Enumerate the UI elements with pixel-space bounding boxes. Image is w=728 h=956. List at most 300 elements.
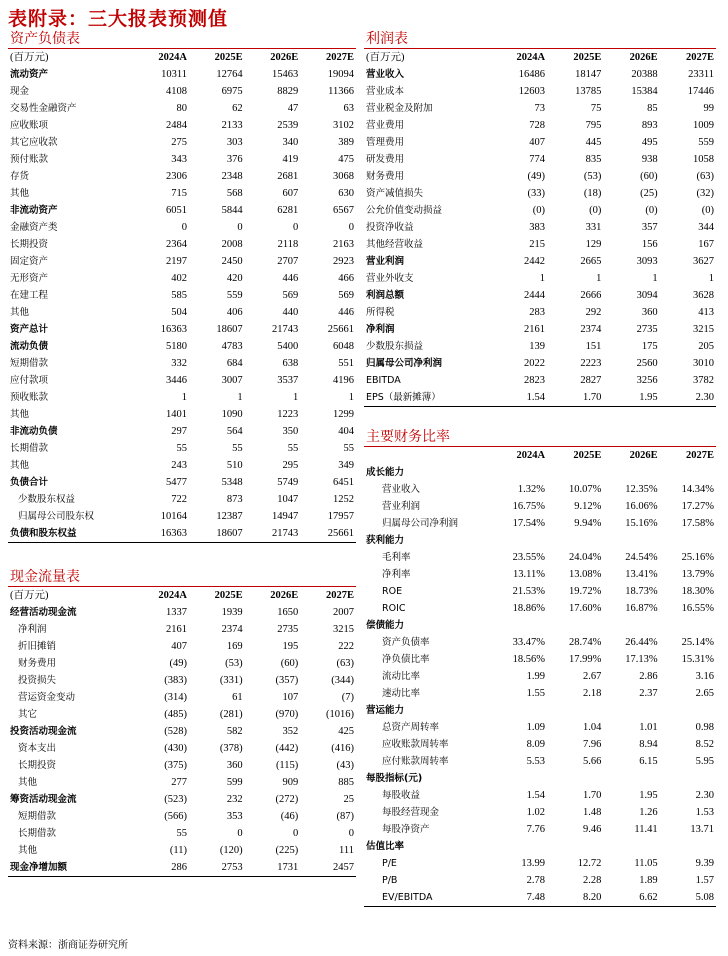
row-value: 630 — [338, 188, 354, 199]
row-value: 5348 — [221, 477, 243, 488]
row-value: 599 — [226, 777, 243, 788]
row-label: 每股指标(元) — [366, 773, 423, 784]
row-value: 3093 — [636, 256, 658, 267]
table-row — [364, 617, 716, 634]
row-value: 466 — [338, 273, 354, 284]
row-value: 1.89 — [639, 875, 658, 886]
table-row — [8, 185, 356, 202]
row-value: 0 — [237, 828, 243, 839]
row-value: 12603 — [518, 86, 546, 97]
row-value — [603, 770, 659, 787]
row-label: 成长能力 — [366, 467, 405, 478]
table-row — [8, 706, 356, 723]
row-value: 2665 — [580, 256, 602, 267]
table-row — [8, 491, 356, 508]
row-value: 25.16% — [681, 552, 714, 563]
row-value: 2008 — [221, 239, 243, 250]
row-value: 111 — [339, 845, 354, 856]
column-header: 2027E — [325, 590, 354, 601]
row-value: 1 — [181, 392, 187, 403]
row-value: 406 — [226, 307, 243, 318]
row-value: 9.46 — [582, 824, 602, 835]
row-value: 585 — [171, 290, 187, 301]
row-value: 7.48 — [491, 889, 547, 907]
row-value: 1 — [708, 273, 714, 284]
row-value: 10.07% — [568, 484, 602, 495]
column-header: 2025E — [573, 450, 602, 461]
row-value: 6451 — [333, 477, 354, 488]
row-value: 107 — [282, 692, 299, 703]
source-note: 资料来源：浙商证券研究所 — [8, 940, 128, 951]
row-value: 1299 — [333, 409, 354, 420]
row-value: 19.72% — [568, 586, 602, 597]
table-row — [8, 525, 356, 543]
table-row — [364, 753, 716, 770]
table-row — [364, 685, 716, 702]
row-value: 13.79% — [681, 569, 714, 580]
income-statement-table — [364, 49, 716, 407]
row-value: 17.58% — [681, 518, 714, 529]
table-row — [364, 83, 716, 100]
row-value — [660, 617, 716, 634]
row-value: 495 — [641, 137, 658, 148]
table-row — [364, 185, 716, 202]
table-row — [8, 236, 356, 253]
row-value: 151 — [585, 341, 602, 352]
row-value: 1650 — [277, 607, 299, 618]
row-value: 24.54% — [625, 552, 658, 563]
row-value: 349 — [338, 460, 354, 471]
row-value: 3446 — [165, 375, 187, 386]
row-value: 11.05 — [634, 858, 658, 869]
row-value: 13.41% — [625, 569, 658, 580]
row-value: 12764 — [216, 69, 243, 80]
row-value: 2118 — [277, 239, 299, 250]
table-row — [364, 481, 716, 498]
table-row — [8, 440, 356, 457]
row-value: 222 — [338, 641, 354, 652]
row-label: 所得税 — [366, 307, 395, 318]
table-row — [8, 423, 356, 440]
row-value: 1 — [652, 273, 658, 284]
row-label: 获利能力 — [366, 535, 405, 546]
row-value: 16.87% — [625, 603, 658, 614]
row-value: (0) — [532, 205, 546, 216]
row-value: 73 — [534, 103, 546, 114]
row-value — [660, 464, 716, 481]
row-value: 275 — [171, 137, 187, 148]
row-value: 3010 — [693, 358, 714, 369]
row-value — [660, 838, 716, 855]
row-label: 现金 — [10, 86, 30, 97]
row-label: EBITDA — [366, 375, 401, 386]
row-value: 13.11% — [513, 569, 546, 580]
row-label: 营业利润 — [382, 501, 421, 512]
row-label: 财务费用 — [366, 171, 405, 182]
row-value: 15463 — [272, 69, 299, 80]
row-value — [603, 532, 659, 549]
row-value: 1.48 — [582, 807, 602, 818]
table-row — [364, 872, 716, 889]
row-value: (0) — [645, 205, 658, 216]
row-label: 估值比率 — [366, 841, 405, 852]
table-row — [8, 457, 356, 474]
row-label: 应付账款周转率 — [382, 756, 449, 767]
row-value: 360 — [641, 307, 658, 318]
row-label: 无形资产 — [10, 273, 49, 284]
row-value: 2923 — [333, 256, 354, 267]
row-label: 流动资产 — [10, 69, 49, 80]
table-row — [364, 498, 716, 515]
row-value: 15384 — [631, 86, 658, 97]
row-value: (120) — [219, 845, 243, 856]
table-row — [364, 389, 716, 407]
row-value: 569 — [338, 290, 354, 301]
row-value: 1337 — [165, 607, 187, 618]
cashflow-table — [8, 587, 356, 877]
row-label: 流动负债 — [10, 341, 49, 352]
row-value: 1939 — [221, 607, 243, 618]
row-value — [547, 838, 603, 855]
row-value — [603, 702, 659, 719]
row-label: 资本支出 — [18, 743, 57, 754]
row-value: 2681 — [277, 171, 299, 182]
row-value: 1223 — [277, 409, 299, 420]
row-value: 19094 — [327, 69, 354, 80]
row-value — [491, 702, 547, 719]
row-label: 交易性金融资产 — [10, 103, 77, 114]
table-row — [8, 825, 356, 842]
row-value: 303 — [226, 137, 243, 148]
row-value: 63 — [343, 103, 354, 114]
row-value: 3068 — [333, 171, 354, 182]
row-value: 55 — [176, 443, 187, 454]
column-header: 2026E — [270, 590, 299, 601]
row-value: 2444 — [524, 290, 546, 301]
row-label: EV/EBITDA — [364, 889, 491, 907]
row-value: 283 — [529, 307, 546, 318]
row-value: 55 — [232, 443, 243, 454]
table-row — [364, 532, 716, 549]
row-value: (375) — [164, 760, 187, 771]
row-value: (970) — [275, 709, 299, 720]
row-value: 55 — [343, 443, 354, 454]
row-value: 728 — [529, 120, 546, 131]
row-value: 0 — [181, 222, 187, 233]
row-value: 1.26 — [639, 807, 658, 818]
row-label: 总资产周转率 — [382, 722, 440, 733]
row-value: 2707 — [277, 256, 299, 267]
row-value — [660, 702, 716, 719]
row-value: 6.62 — [603, 889, 659, 907]
row-value: 8.52 — [695, 739, 714, 750]
table-row — [8, 774, 356, 791]
cashflow-panel — [8, 568, 356, 877]
row-value: 2.67 — [582, 671, 602, 682]
table-row — [364, 287, 716, 304]
row-value: 2457 — [300, 859, 356, 877]
row-label: 净利率 — [382, 569, 411, 580]
row-value: 353 — [226, 811, 243, 822]
row-value: 55 — [287, 443, 299, 454]
row-value: 10164 — [160, 511, 187, 522]
row-value: (49) — [169, 658, 187, 669]
unit-label: (百万元) — [366, 52, 405, 63]
row-value: 2735 — [636, 324, 658, 335]
row-value: 205 — [698, 341, 714, 352]
row-value: 3627 — [693, 256, 714, 267]
column-header: 2025E — [573, 52, 602, 63]
row-value: 1.70 — [582, 790, 602, 801]
row-value: (18) — [583, 188, 602, 199]
table-row — [8, 808, 356, 825]
table-row — [364, 372, 716, 389]
column-header: 2026E — [270, 52, 299, 63]
row-value: 4783 — [221, 341, 243, 352]
row-value: 1.04 — [582, 722, 602, 733]
row-value: 1.09 — [526, 722, 546, 733]
row-label: 少数股东权益 — [18, 494, 76, 505]
row-value: 2753 — [189, 859, 245, 877]
row-value: 835 — [585, 154, 602, 165]
financial-ratios-title: 主要财务比率 — [364, 428, 716, 447]
row-value: 1.01 — [639, 722, 658, 733]
table-row — [364, 855, 716, 872]
row-value: 0 — [348, 222, 354, 233]
row-value: 0 — [237, 222, 243, 233]
row-label: 长期借款 — [10, 443, 49, 454]
balance-sheet-panel — [8, 30, 356, 543]
row-label: 营运资金变动 — [18, 692, 76, 703]
table-row — [364, 838, 716, 855]
row-value: (566) — [164, 811, 187, 822]
row-label: 其它应收款 — [10, 137, 58, 148]
table-row — [8, 757, 356, 774]
row-value: 2348 — [221, 171, 243, 182]
row-value: 232 — [226, 794, 243, 805]
row-value: 425 — [338, 726, 354, 737]
table-row — [364, 515, 716, 532]
row-value: 885 — [338, 777, 354, 788]
header-row — [364, 49, 716, 66]
row-label: 净负债比率 — [382, 654, 430, 665]
row-value: 2.65 — [695, 688, 714, 699]
table-row — [8, 83, 356, 100]
row-value: 3215 — [333, 624, 354, 635]
row-value: 402 — [171, 273, 187, 284]
row-value: 722 — [171, 494, 187, 505]
row-value: 1 — [348, 392, 354, 403]
row-value: 10311 — [161, 69, 187, 80]
row-value: (357) — [275, 675, 299, 686]
table-row — [364, 566, 716, 583]
row-value: 2484 — [165, 120, 187, 131]
row-value — [491, 617, 547, 634]
row-value: 938 — [641, 154, 658, 165]
row-value: (416) — [331, 743, 354, 754]
row-label: 其他 — [10, 460, 30, 471]
row-value: 6567 — [333, 205, 354, 216]
row-label: 财务费用 — [18, 658, 57, 669]
row-value: 2.30 — [660, 389, 716, 407]
row-value: 16.06% — [625, 501, 658, 512]
row-label: 营业收入 — [382, 484, 421, 495]
table-row — [8, 151, 356, 168]
table-row — [364, 702, 716, 719]
table-row — [364, 253, 716, 270]
row-value: 2823 — [524, 375, 546, 386]
row-value: 774 — [529, 154, 546, 165]
row-value: 277 — [171, 777, 187, 788]
row-value: (53) — [583, 171, 602, 182]
row-value — [491, 838, 547, 855]
row-value: 16486 — [518, 69, 546, 80]
row-value: (378) — [219, 743, 243, 754]
income-statement-title: 利润表 — [364, 30, 716, 49]
row-label: 非流动负债 — [10, 426, 58, 437]
table-row — [364, 117, 716, 134]
row-value: 17.60% — [568, 603, 602, 614]
row-value — [603, 464, 659, 481]
row-value: 3102 — [333, 120, 354, 131]
row-value: 2374 — [221, 624, 243, 635]
row-value — [603, 838, 659, 855]
row-value: 413 — [698, 307, 714, 318]
row-value: (430) — [164, 743, 187, 754]
row-value: 17957 — [327, 511, 354, 522]
table-row — [364, 719, 716, 736]
row-value: 2022 — [524, 358, 546, 369]
row-label: 应收账项 — [10, 120, 49, 131]
row-value: 156 — [641, 239, 658, 250]
table-row — [8, 202, 356, 219]
row-value: 1090 — [221, 409, 243, 420]
row-value: 8.20 — [547, 889, 603, 907]
row-value: 2161 — [524, 324, 546, 335]
column-header: 2024A — [516, 450, 546, 461]
row-value: 568 — [226, 188, 243, 199]
row-value: (442) — [275, 743, 299, 754]
row-value: 15.31% — [681, 654, 714, 665]
row-value: 404 — [338, 426, 354, 437]
row-value: 440 — [282, 307, 299, 318]
row-value: 11366 — [328, 86, 354, 97]
row-value: 292 — [585, 307, 602, 318]
row-label: 应付款项 — [10, 375, 49, 386]
row-value: 169 — [226, 641, 243, 652]
row-value: 0 — [348, 828, 354, 839]
row-value: (43) — [336, 760, 354, 771]
row-value: 17.27% — [681, 501, 714, 512]
table-row — [8, 638, 356, 655]
row-value: 475 — [338, 154, 354, 165]
row-value: 3215 — [693, 324, 714, 335]
row-value: (523) — [164, 794, 187, 805]
row-value: 2.28 — [582, 875, 602, 886]
table-row — [8, 134, 356, 151]
column-header: 2024A — [158, 52, 187, 63]
column-header: 2026E — [629, 52, 658, 63]
row-value: 2735 — [277, 624, 299, 635]
row-value: 909 — [282, 777, 299, 788]
row-value: 26.44% — [625, 637, 658, 648]
row-value: (60) — [640, 171, 658, 182]
row-label: 营业税金及附加 — [366, 103, 433, 114]
row-label: 筹资活动现金流 — [10, 794, 77, 805]
row-value: 18.56% — [512, 654, 546, 665]
row-value: 376 — [226, 154, 243, 165]
row-value: 331 — [585, 222, 602, 233]
balance-sheet-title: 资产负债表 — [8, 30, 356, 49]
row-value: 5.53 — [526, 756, 546, 767]
table-row — [8, 66, 356, 83]
row-value: 85 — [647, 103, 658, 114]
header-row — [8, 49, 356, 66]
row-value: 343 — [171, 154, 187, 165]
row-value: 18607 — [189, 525, 245, 543]
table-row — [364, 304, 716, 321]
row-label: 资产负债率 — [382, 637, 430, 648]
row-value: (49) — [527, 171, 546, 182]
row-value: 357 — [641, 222, 658, 233]
row-value: 61 — [232, 692, 243, 703]
row-value: 6975 — [221, 86, 243, 97]
row-value: 446 — [282, 273, 299, 284]
row-label: 投资净收益 — [366, 222, 414, 233]
row-value: 360 — [226, 760, 243, 771]
unit-label: (百万元) — [10, 52, 49, 63]
row-value: 17446 — [687, 86, 714, 97]
row-value: 2223 — [580, 358, 602, 369]
row-value: (63) — [696, 171, 714, 182]
row-value: 559 — [698, 137, 714, 148]
table-row — [8, 321, 356, 338]
row-label: 应收账款周转率 — [382, 739, 449, 750]
row-value: 1009 — [693, 120, 714, 131]
row-value: 3628 — [693, 290, 714, 301]
row-label: 资产总计 — [10, 324, 49, 335]
table-row — [364, 168, 716, 185]
row-value: 297 — [171, 426, 187, 437]
table-row — [8, 219, 356, 236]
table-row — [364, 736, 716, 753]
row-value: 13.08% — [568, 569, 602, 580]
row-value: 5477 — [165, 477, 187, 488]
row-value: 1.70 — [547, 389, 603, 407]
row-value: 13785 — [575, 86, 602, 97]
row-value: 1.02 — [526, 807, 546, 818]
table-row — [8, 338, 356, 355]
row-value: 8.09 — [526, 739, 546, 750]
row-label: EPS（最新摊薄） — [364, 389, 491, 407]
row-value: (32) — [696, 188, 714, 199]
row-label: 每股经营现金 — [382, 807, 440, 818]
table-row — [8, 304, 356, 321]
table-row — [364, 134, 716, 151]
row-value: (87) — [336, 811, 354, 822]
row-value: 195 — [282, 641, 299, 652]
row-label: 营业成本 — [366, 86, 405, 97]
row-value: 1252 — [333, 494, 354, 505]
table-row — [8, 389, 356, 406]
table-row — [364, 600, 716, 617]
row-value: 3094 — [636, 290, 658, 301]
row-value: 3007 — [221, 375, 243, 386]
row-value: 80 — [176, 103, 187, 114]
row-label: 金融资产类 — [10, 222, 58, 233]
row-value: (0) — [589, 205, 602, 216]
row-value: 1.57 — [695, 875, 714, 886]
